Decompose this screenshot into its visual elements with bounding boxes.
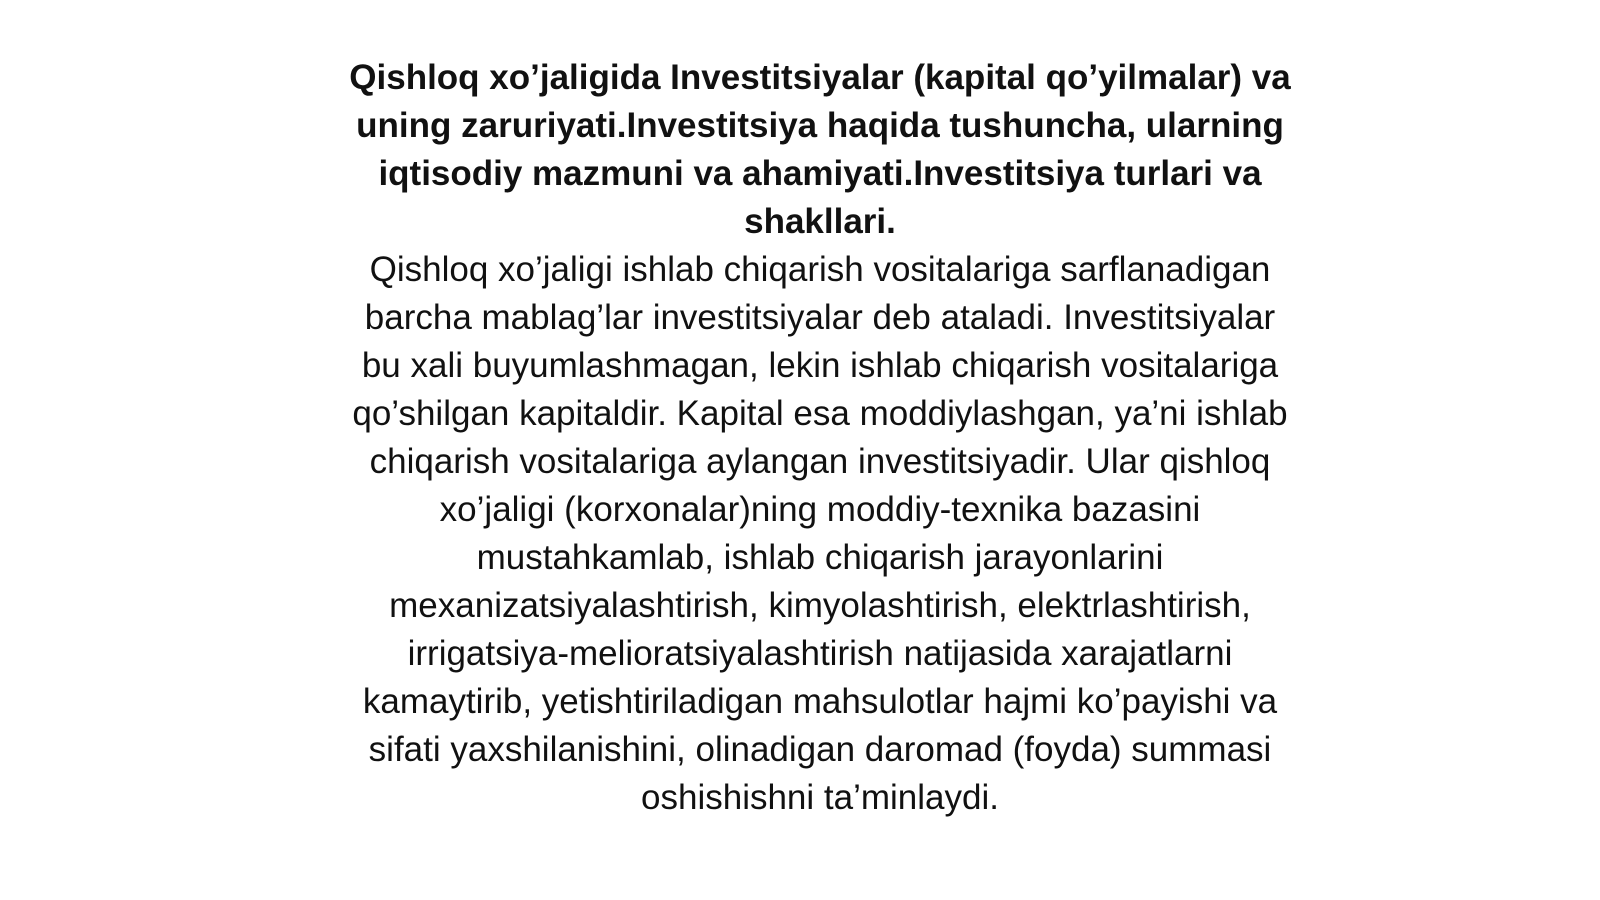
slide-title: Qishloq xo’jaligida Investitsiyalar (kapital qo’yilmalar) va uning zaruriyati.Investitsiya haqida tushuncha, ularning iqtisodiy mazmuni va ahamiyati.Investitsiya turlari va shakllari. xyxy=(349,58,1291,241)
slide-body-paragraph: Qishloq xo’jaligi ishlab chiqarish vositalariga sarflanadigan barcha mablag’lar investitsiyalar deb ataladi. Investitsiyalar bu xali buyumlashmagan, lekin ishlab chiqarish vositalariga qo’shilgan kapitaldir. Kapital esa moddiylashgan, ya’ni ishlab chiqarish vositalariga aylangan investitsiyadir. Ular qishloq xo’jaligi (korxonalar)ning moddiy-texnika bazasini mustahkamlab, ishlab chiqarish jarayonlarini mexanizatsiyalashtirish, kimyolashtirish, elektrlashtirish, irrigatsiya-melioratsiyalashtirish natijasida xarajatlarni kamaytirib, yetishtiriladigan mahsulotlar hajmi ko’payishi va sifati yaxshilanishini, olinadigan daromad (foyda) summasi oshishishni ta’minlaydi. xyxy=(352,250,1288,817)
slide-text-block xyxy=(270,54,1370,822)
